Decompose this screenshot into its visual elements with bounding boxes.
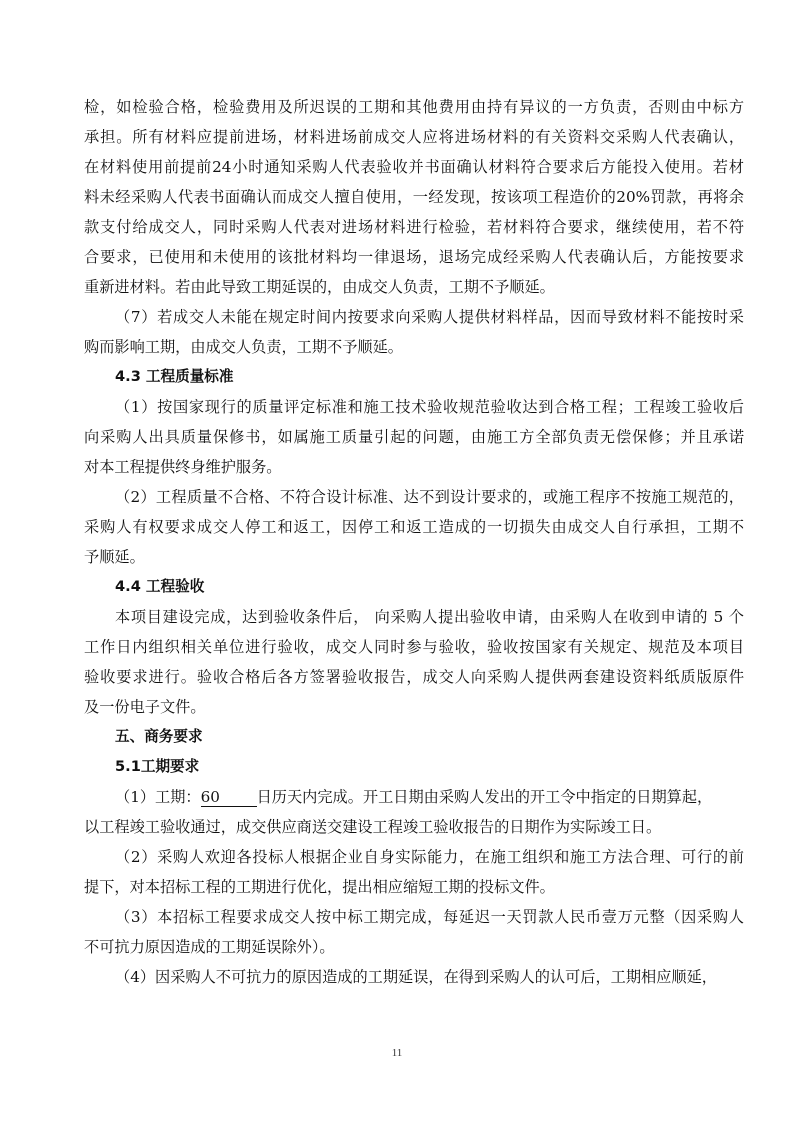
document-body [84,92,744,992]
paragraph-line: 检，如检验合格，检验费用及所迟误的工期和其他费用由持有异议的一方负责，否则由中标方 [84,98,744,116]
paragraph-line: 向采购人出具质量保修书，如属施工质量引起的问题，由施工方全部负责无偿保修；并且承诺 [84,428,744,446]
duration-prefix: （1）工期： [115,788,201,806]
page-number: 11 [391,1047,403,1059]
paragraph-line: （2）工程质量不合格、不符合设计标准、达不到设计要求的，或施工程序不按施工规范的， [115,488,744,506]
paragraph-line: 以工程竣工验收通过，成交供应商送交建设工程竣工验收报告的日期作为实际竣工日。 [84,818,662,836]
paragraph-line [84,782,744,812]
paragraph-line: 本项目建设完成，达到验收条件后， 向采购人提出验收申请，由采购人在收到申请的 5 个 [115,608,744,626]
paragraph-line: 料未经采购人代表书面确认而成交人擅自使用，一经发现，按该项工程造价的20%罚款，再将余 [84,188,744,206]
paragraph-line: 对本工程提供终身维护服务。 [84,458,282,476]
section-heading-5: 五、商务要求 [115,728,203,745]
paragraph-line: （3）本招标工程要求成交人按中标工期完成，每延迟一天罚款人民币壹万元整（因采购人 [115,908,744,926]
paragraph-line: 采购人有权要求成交人停工和返工，因停工和返工造成的一切损失由成交人自行承担，工期不 [84,518,744,536]
paragraph-line: 提下，对本招标工程的工期进行优化，提出相应缩短工期的投标文件。 [84,878,555,896]
paragraph-line: 予顺延。 [84,548,145,566]
paragraph-line: （7）若成交人未能在规定时间内按要求向采购人提供材料样品，因而导致材料不能按时采 [115,308,744,326]
paragraph-line: 款支付给成交人，同时采购人代表对进场材料进行检验，若材料符合要求，继续使用，若不符 [84,218,744,236]
paragraph-line: （2）采购人欢迎各投标人根据企业自身实际能力，在施工组织和施工方法合理、可行的前 [115,848,744,866]
paragraph-line: 重新进材料。若由此导致工期延误的，由成交人负责，工期不予顺延。 [84,278,555,296]
duration-days-value: 60 [201,788,257,807]
paragraph-line: 验收要求进行。验收合格后各方签署验收报告，成交人向采购人提供两套建设资料纸质版原件 [84,668,744,686]
paragraph-line: 承担。所有材料应提前进场，材料进场前成交人应将进场材料的有关资料交采购人代表确认， [84,128,744,146]
paragraph-line: （4）因采购人不可抗力的原因造成的工期延误，在得到采购人的认可后，工期相应顺延， [115,968,717,986]
paragraph-line: （1）按国家现行的质量评定标准和施工技术验收规范验收达到合格工程；工程竣工验收后 [115,398,744,416]
paragraph-line: 购而影响工期，由成交人负责，工期不予顺延。 [84,338,403,356]
section-heading-4-4: 4.4 工程验收 [115,578,205,595]
paragraph-line: 工作日内组织相关单位进行验收，成交人同时参与验收，验收按国家有关规定、规范及本项目 [84,638,744,656]
paragraph-line: 不可抗力原因造成的工期延误除外）。 [84,938,335,956]
section-heading-5-1: 5.1工期要求 [115,758,200,775]
duration-suffix: 日历天内完成。开工日期由采购人发出的开工令中指定的日期算起， [256,788,713,806]
section-heading-4-3: 4.3 工程质量标准 [115,368,234,385]
paragraph-line: 在材料使用前提前24小时通知采购人代表验收并书面确认材料符合要求后方能投入使用。若材 [84,158,744,176]
paragraph-line: 合要求，已使用和未使用的该批材料均一律退场，退场完成经采购人代表确认后，方能按要求 [84,248,744,266]
paragraph-line: 及一份电子文件。 [84,698,206,716]
